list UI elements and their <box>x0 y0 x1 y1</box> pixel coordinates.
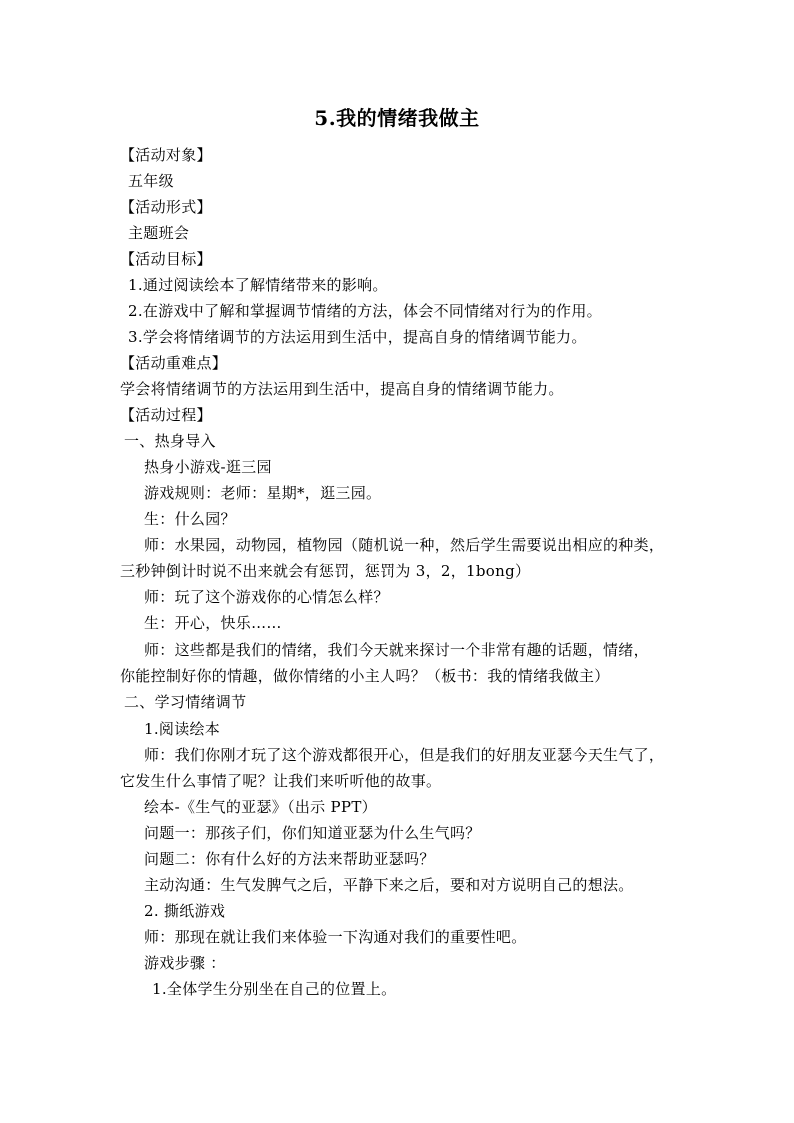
paragraph-line: 师：那现在就让我们来体验一下沟通对我们的重要性吧。 <box>144 928 527 946</box>
goal-item: 2.在游戏中了解和掌握调节情绪的方法，体会不同情绪对行为的作用。 <box>128 302 602 320</box>
paragraph-line: 师：我们你刚才玩了这个游戏都很开心，但是我们的好朋友亚瑟今天生气了， <box>144 746 665 764</box>
paragraph-line: 主题班会 <box>128 224 190 242</box>
paragraph-line: 师：玩了这个游戏你的心情怎么样？ <box>144 588 389 606</box>
paragraph-line: 问题二：你有什么好的方法来帮助亚瑟吗？ <box>144 850 435 868</box>
paragraph-line: 2. 撕纸游戏 <box>144 902 226 920</box>
paragraph-line: 师：这些都是我们的情绪，我们今天就来探讨一个非常有趣的话题，情绪， <box>144 641 649 659</box>
section-heading-target: 【活动对象】 <box>120 146 212 164</box>
paragraph-line: 五年级 <box>128 172 174 190</box>
section-heading-process: 【活动过程】 <box>120 406 212 424</box>
document-title: 5.我的情绪我做主 <box>314 106 480 130</box>
paragraph-line: 生：什么园？ <box>144 510 236 528</box>
paragraph-line: 1.阅读绘本 <box>144 720 221 738</box>
paragraph-line: 它发生什么事情了呢？让我们来听听他的故事。 <box>120 772 442 790</box>
subsection-heading: 一、热身导入 <box>124 432 216 450</box>
paragraph-line: 学会将情绪调节的方法运用到生活中，提高自身的情绪调节能力。 <box>120 380 564 398</box>
goal-item: 3.学会将情绪调节的方法运用到生活中，提高自身的情绪调节能力。 <box>128 328 587 346</box>
section-heading-goals: 【活动目标】 <box>120 250 212 268</box>
paragraph-line: 你能控制好你的情趣，做你情绪的小主人吗？（板书：我的情绪我做主） <box>120 667 610 685</box>
goal-item: 1.通过阅读绘本了解情绪带来的影响。 <box>128 276 388 294</box>
paragraph-line: 热身小游戏-逛三园 <box>144 458 272 476</box>
subsection-heading: 二、学习情绪调节 <box>124 693 247 711</box>
paragraph-line: 1.全体学生分别坐在自己的位置上。 <box>152 980 397 998</box>
paragraph-line: 绘本-《生气的亚瑟》（出示 PPT） <box>144 798 377 816</box>
paragraph-line: 游戏步骤 ： <box>144 954 226 972</box>
section-heading-form: 【活动形式】 <box>120 198 212 216</box>
paragraph-line: 三秒钟倒计时说不出来就会有惩罚，惩罚为 3，2，1bong） <box>120 562 531 580</box>
paragraph-line: 游戏规则：老师：星期*，逛三园。 <box>144 484 382 502</box>
paragraph-line: 师：水果园，动物园，植物园（随机说一种，然后学生需要说出相应的种类， <box>144 536 665 554</box>
paragraph-line: 主动沟通：生气发脾气之后，平静下来之后，要和对方说明自己的想法。 <box>144 876 634 894</box>
paragraph-line: 生：开心，快乐…… <box>144 614 282 632</box>
paragraph-line: 问题一：那孩子们，你们知道亚瑟为什么生气吗？ <box>144 824 481 842</box>
section-heading-key-points: 【活动重难点】 <box>120 354 228 372</box>
